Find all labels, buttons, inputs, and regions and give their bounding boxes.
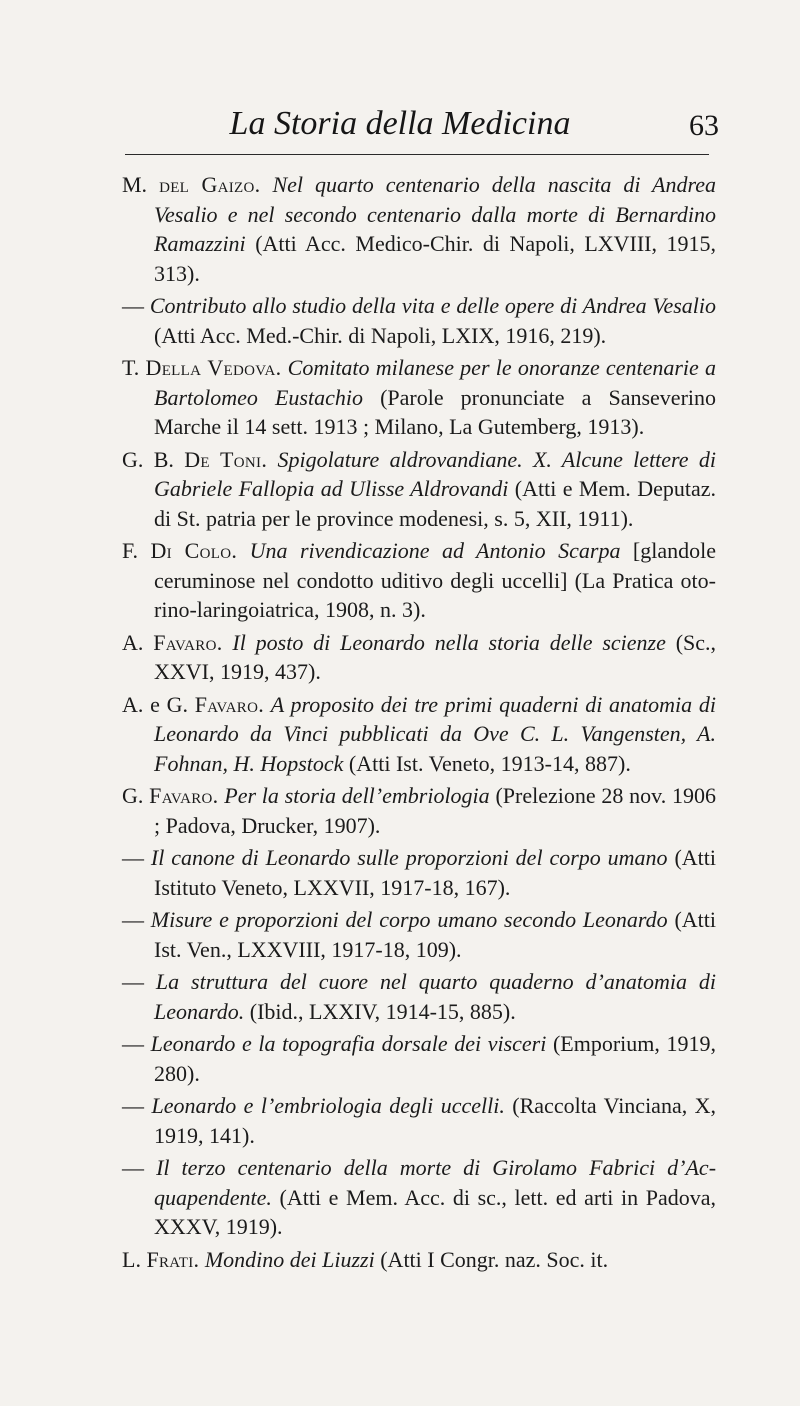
entry-title: Leonardo e la topografia dorsale dei visceri	[150, 1031, 547, 1056]
entry-details: (Ibid., LXXIV, 1914-15, 885).	[249, 998, 516, 1024]
entry-dash: —	[122, 845, 144, 870]
entry-details: (Emporium, 1919, 280).	[154, 1031, 717, 1086]
bibliography-entry	[122, 1029, 716, 1088]
bibliography-entry	[122, 170, 716, 288]
entry-details: (Raccolta Vinciana, X, 1919, 141).	[154, 1093, 717, 1148]
bibliography-entry	[122, 1245, 716, 1275]
bibliography-entry	[122, 1153, 716, 1242]
entry-dash: —	[122, 293, 144, 318]
entry-details: (Prelezione 28 nov. 1906 ; Padova, Drucker, 1907).	[154, 783, 717, 838]
entry-details: (Sc., XXVI, 1919, 437).	[154, 629, 717, 684]
entry-author: Frati.	[146, 1246, 200, 1272]
bibliography-list	[122, 170, 716, 1277]
entry-initial: M.	[122, 172, 148, 197]
bibliography-entry	[122, 843, 716, 902]
entry-author: Di Colo.	[150, 538, 238, 563]
bibliography-entry	[122, 781, 716, 840]
entry-author: Della Vedova.	[145, 355, 282, 380]
entry-title: Misure e proporzioni del corpo umano secondo Leonardo	[150, 907, 668, 932]
entry-details: (Atti Acc. Medico-Chir. di Napoli, LXVIII, 1915, 313).	[154, 231, 716, 286]
entry-title: Una rivendicazione ad Antonio Scarpa	[249, 538, 621, 563]
bibliography-entry	[122, 291, 716, 350]
entry-details: (Atti I Congr. naz. Soc. it.	[380, 1246, 609, 1272]
entry-dash: —	[122, 1093, 144, 1118]
bibliography-entry	[122, 445, 716, 534]
running-title: La Storia della Medicina	[229, 105, 571, 142]
entry-author: De Toni.	[184, 446, 268, 472]
entry-title: Nel quarto centenario della nascita di Andrea Vesalio e nel secondo centenario dalla morte di Bernardino Ramazzini	[154, 172, 717, 256]
entry-dash: —	[122, 907, 144, 932]
entry-title: Per la storia dell’embriologia	[224, 783, 490, 808]
entry-author: Favaro.	[153, 629, 223, 655]
entry-details: (Atti Ist. Ven., LXXVIII, 1917-18, 109).	[154, 907, 717, 962]
bibliography-entry	[122, 905, 716, 964]
entry-title: Mondino dei Liuzzi	[204, 1246, 375, 1272]
entry-initial: G.	[122, 783, 144, 808]
entry-title: Il posto di Leonardo nella storia delle scienze	[232, 629, 666, 655]
bibliography-entry	[122, 353, 716, 442]
bibliography-entry	[122, 967, 716, 1026]
entry-details: (Atti Ist. Veneto, 1913-14, 887).	[348, 750, 631, 776]
page-number: 63	[689, 109, 719, 142]
entry-title: A proposito dei tre primi quaderni di anatomia di Leonardo da Vinci pubblicati da Ove C. L. Vangensten, A. Fohnan, H. Hopstock	[154, 691, 716, 776]
entry-initial: F.	[122, 538, 138, 563]
bibliography-entry	[122, 628, 716, 687]
entry-dash: —	[122, 969, 144, 994]
entry-details: (Atti Acc. Med.-Chir. di Napoli, LXIX, 1916, 219).	[154, 322, 607, 348]
entry-title: Il canone di Leonardo sulle proporzioni del corpo umano	[150, 845, 668, 870]
entry-title: Comitato milanese per le onoranze centenarie a Bartolomeo Eustachio	[154, 355, 716, 410]
entry-author: Favaro.	[194, 691, 265, 717]
entry-details: (Parole pronunciate a Sanseverino Marche il 14 sett. 1913 ; Milano, La Gutemberg, 1913).	[154, 384, 717, 439]
entry-initial: L.	[122, 1246, 141, 1272]
entry-initial: T.	[122, 355, 140, 380]
entry-details: (Atti Istituto Veneto, LXXVII, 1917-18, 167).	[154, 845, 717, 900]
running-head	[0, 104, 800, 148]
entry-initial: A. e G.	[122, 691, 188, 717]
entry-title: Contributo allo studio della vita e delle opere di Andrea Vesalio	[149, 293, 716, 318]
bibliography-entry	[122, 690, 716, 779]
entry-author: del Gaizo.	[159, 172, 261, 197]
bibliography-entry	[122, 536, 716, 625]
entry-title: Leonardo e l’embriologia degli uccelli.	[151, 1093, 505, 1118]
entry-initial: G. B.	[122, 446, 174, 472]
entry-details: [glandole ceruminose nel condotto uditivo degli uccelli] (La Pratica oto-rino-laringoiatrica, 1908, n. 3).	[154, 538, 716, 622]
entry-title: Spigolature aldrovandiane. X. Alcune lettere di Gabriele Fallopia ad Ulisse Aldrovandi	[154, 446, 716, 501]
entry-details: (Atti e Mem. Deputaz. di St. patria per le province modenesi, s. 5, XII, 1911).	[154, 476, 716, 531]
entry-author: Favaro.	[149, 783, 219, 808]
header-rule	[125, 154, 709, 155]
bibliography-entry	[122, 1091, 716, 1150]
entry-initial: A.	[122, 629, 144, 655]
entry-dash: —	[122, 1031, 144, 1056]
entry-dash: —	[122, 1155, 144, 1180]
entry-details: (Atti e Mem. Acc. di sc., lett. ed arti in Padova, XXXV, 1919).	[154, 1184, 716, 1239]
entry-title: Il terzo centenario della morte di Girolamo Fabrici d’Acquapendente.	[154, 1155, 717, 1210]
entry-title: La struttura del cuore nel quarto quaderno d’anatomia di Leonardo.	[154, 969, 716, 1024]
